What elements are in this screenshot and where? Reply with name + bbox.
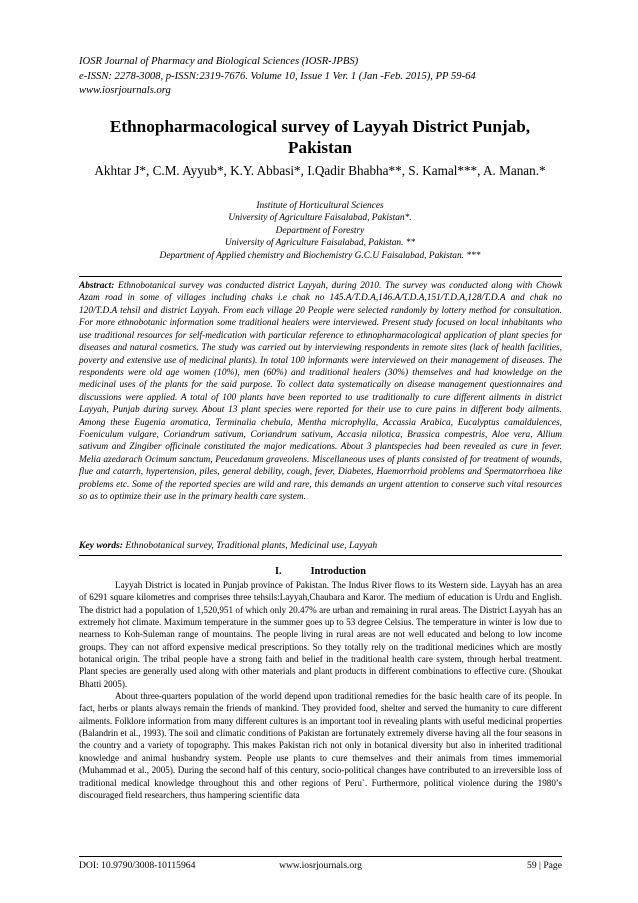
- affiliations: [80, 200, 560, 262]
- keywords-text: Ethnobotanical survey, Traditional plants, Medicinal use, Layyah: [125, 540, 378, 551]
- affiliation-line: Department of Forestry: [275, 225, 365, 236]
- affiliation-line: University of Agriculture Faisalabad, Pakistan. **: [224, 238, 416, 249]
- abstract-text: Ethnobotanical survey was conducted district Layyah, during 2010. The survey was conducted along with Chowk Azam road in some of villages including chaks i.e chak no 145.A/T.D.A,146.A/T.D.A,151/T.D.A,128/T.D.A and chak no 120/T.D.A tehsil and district Layyah. From each village 20 People were selected randomly by lottery method for consultation. For more ethnobotanic information some traditional healers were interviewed. Present study focused on local inhabitants who use traditional resources for self-medication with particular reference to ethnopharmacological application of plant species for diseases and natural cosmetics. The study was carried out by interviewing respondents in remote sites (lack of health facilities, poverty and extensive use of medicinal plants). In total 100 informants were interviewed on their management of diseases. The respondents were old age women (10%), men (60%) and traditional healers (30%) themselves and had knowledge on the medicinal uses of the plants for the said purpose. To collect data systematically on disease management questionnaires and discussions were applied. A total of 100 plants have been reported to use traditionally to cure different ailments in district Layyah, Punjab during survey. About 13 plant species were reported for their use to cure pains in different body ailments. Among these Eugenia aromatica, Terminalia chebula, Mentha microphylla, Accassia Arabica, Eucalyptus camaldulences, Foeniculum vulgare, Coriandrum sativum, Coriandrum sativum, Accasia nilotica, Brassica compestris, Aloe vera, Allium sativum and Zingiber officinale constituted the major medications. About 3 plantspecies had been revealed as cure in fever. Melia azedarach Ocimum sanctum, Peucedanum graveolens. Miscellaneous uses of plants consisted of for treatment of wounds, flue and catarrh, hypertension, piles, general debility, cough, fever, Diabetes, Haemorrhoid problems and Spermatorrhoea like problems etc. Some of the reported species are wild and rare, this demands an urgent attention to conserve such vital resources so as to optimize their use in the primary health care system.: [79, 281, 563, 503]
- footer-doi: DOI: 10.9790/3008-10115964: [79, 860, 196, 871]
- section-number: I.: [275, 566, 282, 577]
- introduction-body: [79, 579, 562, 801]
- author-list: Akhtar J*, C.M. Ayyub*, K.Y. Abbasi*, I.Qadir Bhabha**, S. Kamal***, A. Manan.*: [94, 163, 546, 178]
- body-paragraph: Layyah District is located in Punjab province of Pakistan. The Indus River flows to its Western side. Layyah has an area of 6291 square kilometres and comprises three tehsils:Layyah,Chaubara and Karor. The medium of education is Urdu and English. The district had a population of 1,520,951 of which only 20.47% are urban and remaining in rural areas. The District Layyah has an extremely hot climate. Maximum temperature in the summer goes up to 53 degree Celsius. The temperature in winter is low due to nearness to Koh-Suleman range of mountains. The people living in rural areas are not well educated and belong to low income groups. They can not afford expensive medical prescriptions. So they totally rely on the traditional medicines which are mostly botanical origin. The tribal people have a strong faith and belief in the traditional health care system, through herbal treatment. Plant species are generally used along with other materials and plant products in different combinations to effective cure. (Shoukat Bhatti 2005).: [79, 580, 562, 689]
- section-heading: [79, 565, 562, 578]
- abstract-top-rule: [79, 276, 562, 277]
- journal-website: www.iosrjournals.org: [79, 85, 171, 96]
- footer-page-number: 59 | Page: [527, 860, 562, 871]
- journal-name: IOSR Journal of Pharmacy and Biological Sciences (IOSR-JPBS): [79, 56, 359, 67]
- keywords: [79, 540, 562, 553]
- journal-header: [79, 55, 579, 99]
- affiliation-line: Department of Applied chemistry and Biochemistry G.C.U Faisalabad, Pakistan. ***: [159, 250, 481, 261]
- section-title: Introduction: [310, 566, 366, 577]
- footer-website: www.iosrjournals.org: [279, 860, 362, 871]
- affiliation-line: University of Agriculture Faisalabad, Pakistan*.: [228, 213, 412, 224]
- keywords-label: Key words:: [79, 540, 123, 551]
- paper-title: Ethnopharmacological survey of Layyah District Punjab, Pakistan: [109, 117, 531, 157]
- abstract: [79, 280, 562, 504]
- affiliation-line: Institute of Horticultural Sciences: [256, 201, 384, 211]
- abstract-label: Abstract:: [79, 281, 115, 291]
- footer-rule: [79, 856, 562, 857]
- journal-issn: e-ISSN: 2278-3008, p-ISSN:2319-7676. Volume 10, Issue 1 Ver. 1 (Jan -Feb. 2015), PP 59-64: [79, 70, 476, 82]
- abstract-bottom-rule: [79, 555, 562, 556]
- body-paragraph: About three-quarters population of the world depend upon traditional remedies for the basic health care of its people. In fact, herbs or plants always remain the friends of mankind. They provided food, shelter and served the humanity to cure different ailments. Folklore information from many different cultures is an important tool in revealing plants with useful medicinal properties (Balandrin et al., 1993). The soil and climatic conditions of Pakistan are fortunately extremely diverse having all the four seasons in the country and a variety of topography. This makes Pakistan rich not only in botanical diversity but also in inherited traditional knowledge and animal husbandry system. People use plants to cure themselves and their animals from times immemorial (Muhammad et al., 2005). During the second half of this century, socio-political changes have contributed to an irreversible loss of traditional medical knowledge throughout this and other regions of Peru`. Furthermore, political violence during the 1980’s discouraged field researchers, thus hampering scientific data: [79, 691, 562, 800]
